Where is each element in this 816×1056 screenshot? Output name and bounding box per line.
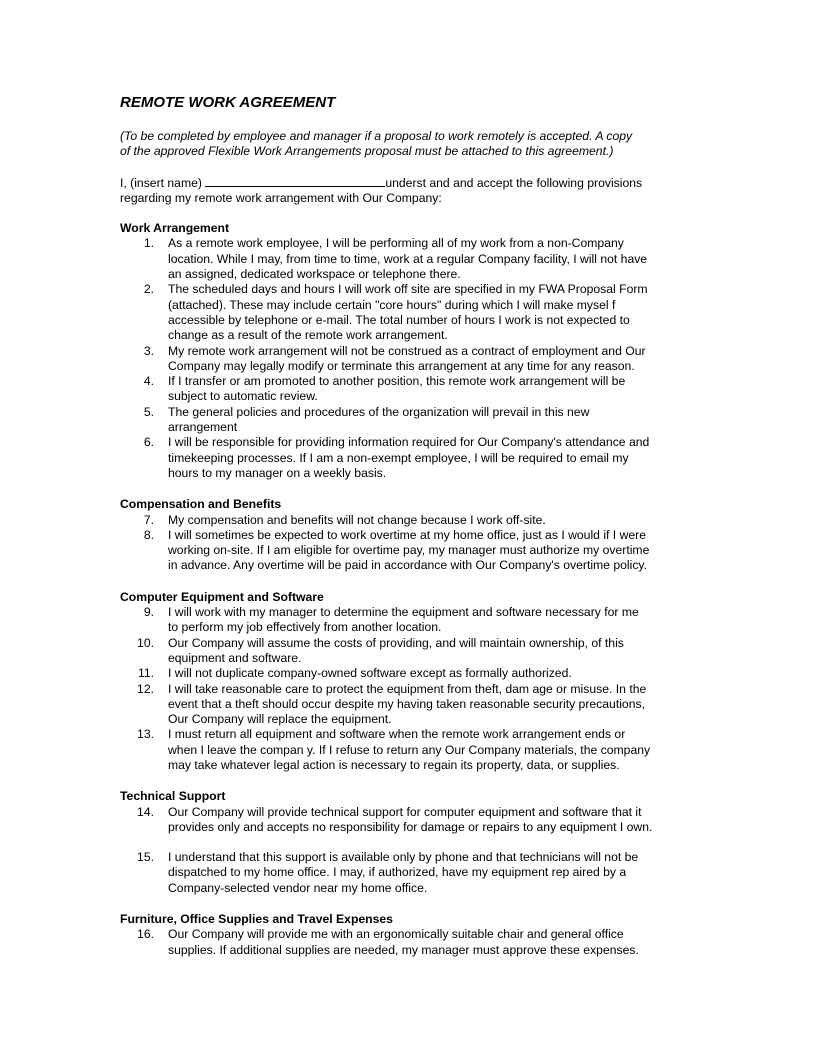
item-number: 9.: [143, 605, 154, 620]
section-heading: Work Arrangement: [120, 221, 230, 236]
list-item: [120, 682, 700, 728]
item-text-line: event that a theft should occur despite my having taken reasonable security precautions,: [168, 696, 645, 711]
numbered-list: [120, 236, 700, 481]
item-text-line: Our Company will replace the equipment.: [168, 712, 392, 727]
list-item: [120, 850, 700, 896]
section-heading: Technical Support: [120, 789, 226, 804]
item-text-line: Our Company will provide technical support for computer equipment and software that it: [168, 804, 642, 819]
item-text-line: dispatched to my home office. I may, if authorized, have my equipment rep aired by a: [168, 865, 627, 880]
item-text-line: If I transfer or am promoted to another position, this remote work arrangement will be: [168, 374, 626, 389]
item-number: 4.: [143, 374, 154, 389]
item-number: 15.: [137, 850, 154, 865]
list-item: [120, 282, 700, 343]
item-text-line: I will sometimes be expected to work overtime at my home office, just as I would if I were: [168, 527, 646, 542]
list-item: [120, 236, 700, 282]
item-number: 11.: [137, 666, 154, 681]
list-item: [120, 405, 700, 436]
item-text-line: I will work with my manager to determine the equipment and software necessary for me: [168, 605, 639, 620]
item-text-line: (attached). These may include certain "core hours" during which I will make mysel f: [168, 297, 616, 312]
list-item: [120, 666, 700, 681]
item-text-line: timekeeping processes. If I am a non-exempt employee, I will be required to email my: [168, 450, 629, 465]
section-heading: Compensation and Benefits: [120, 497, 282, 512]
statement-prefix: I, (insert name): [120, 175, 206, 190]
sections-container: [120, 221, 700, 958]
numbered-list: [120, 927, 700, 958]
item-text-line: Company may legally modify or terminate this arrangement at any time for any reason.: [168, 358, 635, 373]
list-item: [120, 374, 700, 405]
list-item: [120, 605, 700, 636]
item-number: 16.: [137, 927, 154, 942]
item-number: 6.: [143, 435, 154, 450]
item-text-line: I will be responsible for providing information required for Our Company's attendance and: [168, 435, 650, 450]
item-text-line: to perform my job effectively from another location.: [168, 620, 442, 635]
section-heading: Furniture, Office Supplies and Travel Expenses: [120, 912, 393, 927]
item-text-line: The general policies and procedures of the organization will prevail in this new: [168, 404, 590, 419]
item-number: 8.: [143, 527, 154, 542]
list-item: [120, 513, 700, 528]
item-text-line: I must return all equipment and software when the remote work arrangement ends or: [168, 727, 626, 742]
item-text-line: hours to my manager on a weekly basis.: [168, 465, 387, 480]
item-number: 10.: [137, 635, 154, 650]
item-text-line: location. While I may, from time to time, work at a regular Company facility, I will not have: [168, 251, 648, 266]
list-item: [120, 727, 700, 773]
item-number: 1.: [143, 236, 154, 251]
item-text-line: As a remote work employee, I will be performing all of my work from a non-Company: [168, 236, 624, 251]
item-text-line: provides only and accepts no responsibility for damage or repairs to any equipment I own.: [168, 819, 653, 834]
intro-line: of the approved Flexible Work Arrangements proposal must be attached to this agreement.): [120, 144, 614, 159]
item-text-line: arrangement: [168, 420, 238, 435]
list-item: [120, 927, 700, 958]
item-text-line: change as a result of the remote work arrangement.: [168, 328, 448, 343]
item-text-line: My remote work arrangement will not be construed as a contract of employment and Our: [168, 343, 646, 358]
item-text-line: may take whatever legal action is necessary to regain its property, data, or supplies.: [168, 757, 620, 772]
item-number: 14.: [137, 804, 154, 819]
statement-line: regarding my remote work arrangement with Our Company:: [120, 190, 442, 205]
item-text-line: working on-site. If I am eligible for overtime pay, my manager must authorize my overtime: [168, 543, 650, 558]
item-number: 3.: [143, 343, 154, 358]
item-number: 7.: [143, 512, 154, 527]
item-text-line: in advance. Any overtime will be paid in accordance with Our Company's overtime policy.: [168, 558, 647, 573]
statement-line: [120, 175, 700, 191]
item-text-line: supplies. If additional supplies are needed, my manager must approve these expenses.: [168, 942, 639, 957]
list-item: [120, 528, 700, 574]
list-item: [120, 435, 700, 481]
item-text-line: I will take reasonable care to protect the equipment from theft, dam age or misuse. In the: [168, 681, 647, 696]
item-text-line: when I leave the compan y. If I refuse to return any Our Company materials, the company: [168, 742, 651, 757]
item-text-line: Company-selected vendor near my home office.: [168, 880, 428, 895]
item-text-line: equipment and software.: [168, 650, 302, 665]
item-text-line: subject to automatic review.: [168, 389, 318, 404]
item-number: 2.: [143, 282, 154, 297]
item-text-line: The scheduled days and hours I will work off site are specified in my FWA Proposal Form: [168, 282, 648, 297]
list-item: [120, 636, 700, 667]
item-text-line: an assigned, dedicated workspace or telephone there.: [168, 267, 461, 282]
agreement-statement: [120, 175, 700, 207]
numbered-list: [120, 605, 700, 773]
item-text-line: Our Company will assume the costs of providing, and will maintain ownership, of this: [168, 635, 624, 650]
section-heading: Computer Equipment and Software: [120, 589, 324, 604]
numbered-list: [120, 513, 700, 574]
list-item: [120, 344, 700, 375]
list-item: [120, 805, 700, 836]
item-number: 13.: [137, 727, 154, 742]
numbered-list: [120, 805, 700, 896]
item-text-line: I understand that this support is available only by phone and that technicians will not be: [168, 850, 639, 865]
item-text-line: My compensation and benefits will not change because I work off-site.: [168, 512, 546, 527]
statement-suffix: underst and and accept the following provisions: [385, 175, 643, 190]
document-body: [120, 94, 700, 958]
intro-line: (To be completed by employee and manager if a proposal to work remotely is accepted. A copy: [120, 129, 633, 143]
item-text-line: Our Company will provide me with an ergonomically suitable chair and general office: [168, 927, 624, 942]
intro-note: [120, 129, 700, 160]
document-title: REMOTE WORK AGREEMENT: [120, 94, 336, 111]
item-number: 12.: [137, 681, 154, 696]
item-number: 5.: [143, 404, 154, 419]
item-text-line: I will not duplicate company-owned software except as formally authorized.: [168, 666, 572, 681]
name-blank-line: [205, 175, 385, 187]
item-text-line: accessible by telephone or e-mail. The total number of hours I work is not expected to: [168, 312, 630, 327]
